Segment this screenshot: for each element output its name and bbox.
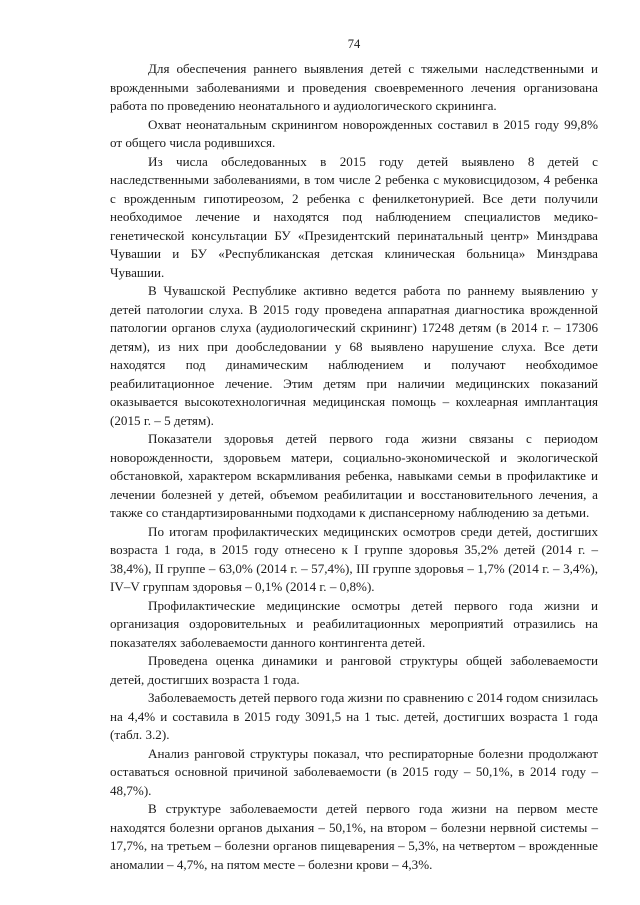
paragraph-health-groups: По итогам профилактических медицинских осмотров среди детей, достигших возраста 1 года, в 2015 году отнесено к I группе здоровья 35,2% детей (2014 г. – 38,4%), II группе – 63,0% (2014 г. – 57,4%), III группе здоровья – 1,7% (2014 г. – 3,4%), IV–V группам здоровья – 0,1% (2014 г. – 0,8%).	[110, 523, 598, 594]
paragraph-morbidity-structure: В структуре заболеваемости детей первого года жизни на первом месте находятся болезни органов дыхания – 50,1%, на втором – болезни нервной системы – 17,7%, на третьем – болезни органов пищеварения – 5,3%, на четвертом – врожденные аномалии – 4,7%, на пятом месте – болезни крови – 4,3%.	[110, 801, 598, 872]
paragraph-preventive-exams: Профилактические медицинские осмотры детей первого года жизни и организация оздоровительных и реабилитационных мероприятий отразились на показателях заболеваемости данного контингента детей.	[110, 597, 598, 650]
page-number: 74	[347, 37, 361, 51]
paragraph-morbidity-decline: Заболеваемость детей первого года жизни по сравнению с 2014 годом снизилась на 4,4% и составила в 2015 году 3091,5 на 1 тыс. детей, достигших возраста 1 года (табл. 3.2).	[110, 690, 598, 742]
document-page	[110, 36, 598, 874]
paragraph-hearing-screening: В Чувашской Республике активно ведется работа по раннему выявлению у детей патологии слуха. В 2015 году проведена аппаратная диагностика врожденной патологии органов слуха (аудиологический скрининг) 17248 детям (в 2014 г. – 17306 детям), из них при дообследовании у 68 выявлено нарушение слуха. Все дети находятся под динамическим наблюдением и получают необходимое реабилитационное лечение. Этим детям при наличии медицинских показаний оказывается высокотехнологичная медицинская помощь – кохлеарная имплантация (2015 г. – 5 детям).	[110, 283, 598, 428]
paragraph-screening-intro: Для обеспечения раннего выявления детей с тяжелыми наследственными и врожденными заболеваниями и проведения своевременного лечения организована работа по проведению неонатального и аудиологического скрининга.	[110, 61, 598, 113]
paragraph-morbidity-assessment: Проведена оценка динамики и ранговой структуры общей заболеваемости детей, достигших возраста 1 года.	[110, 653, 598, 687]
paragraph-health-indicators: Показатели здоровья детей первого года жизни связаны с периодом новорожденности, здоровьем матери, социально-экономической и экологической обстановкой, характером вскармливания ребенка, навыками семьи в профилактике и лечении болезней у детей, объемом реабилитации и восстановительного лечения, а также со стандартизированными подходами к диспансерному наблюдению за детьми.	[110, 431, 598, 520]
paragraph-screening-coverage: Охват неонатальным скринингом новорожденных составил в 2015 году 99,8% от общего числа родившихся.	[110, 116, 598, 150]
paragraph-rank-structure: Анализ ранговой структуры показал, что респираторные болезни продолжают оставаться основной причиной заболеваемости (в 2015 году – 50,1%, в 2014 году – 48,7%).	[110, 745, 598, 798]
paragraph-hereditary-diseases: Из числа обследованных в 2015 году детей выявлено 8 детей с наследственными заболеваниями, в том числе 2 ребенка с муковисцидозом, 4 ребенка с врожденным гипотиреозом, 2 ребенка с фенилкетонурией. Все дети получили необходимое лечение и находятся под наблюдением специалистов медико-генетической консультации БУ «Президентский перинатальный центр» Минздрава Чувашии и БУ «Республиканская детская клиническая больница» Минздрава Чувашии.	[110, 153, 598, 280]
